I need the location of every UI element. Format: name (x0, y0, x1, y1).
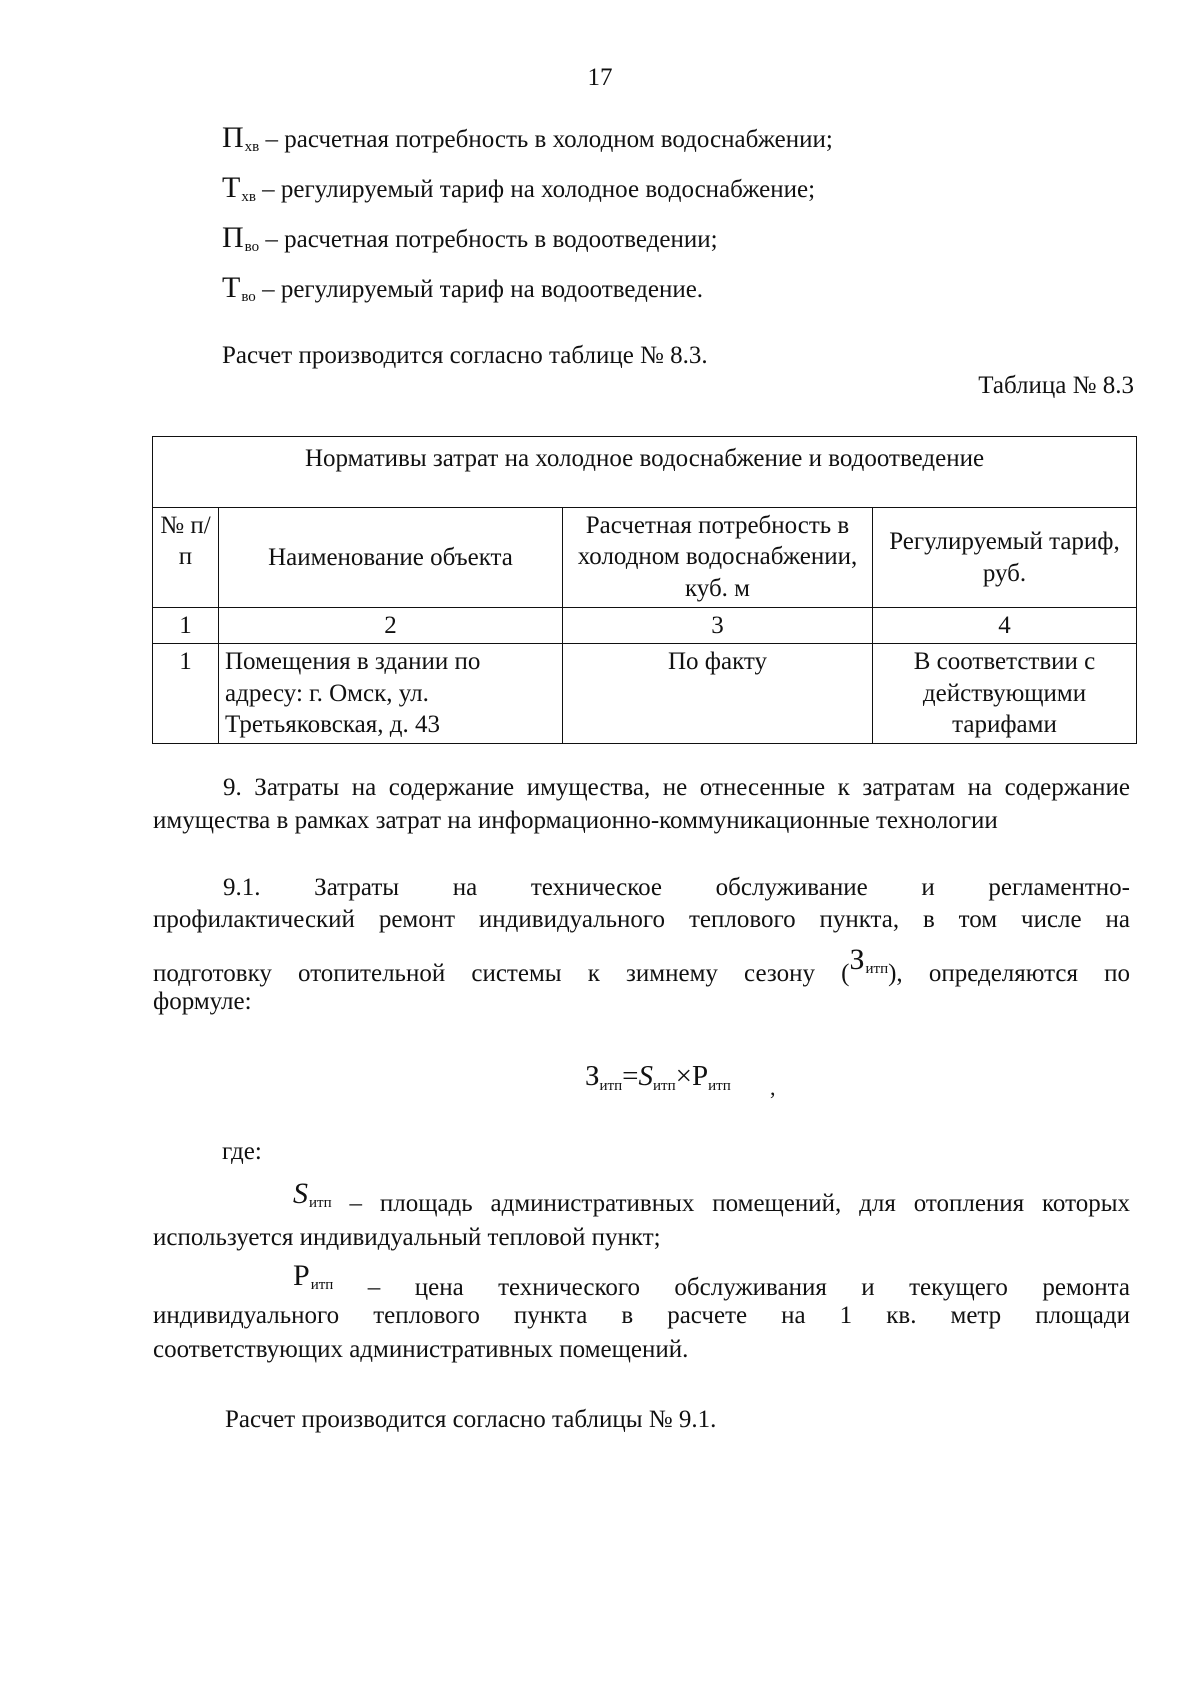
table-cell: В соответствии с действующими тарифами (873, 644, 1137, 744)
symbol: $П_{хв}$ (222, 121, 260, 155)
definition-s: $S_{итп}$ – площадь административных помещений, для отопления которых используется индивидуальный тепловой пункт; (153, 1182, 1130, 1254)
symbol: $П_{во}$ (222, 221, 260, 255)
definition-line: $Т_{хв}$ – регулируемый тариф на холодное водоснабжение; (222, 168, 815, 208)
page-number: 17 (587, 64, 613, 91)
symbol: $S_{итп}$ (293, 1177, 332, 1211)
column-number: 3 (563, 608, 873, 644)
inline-symbol: $З_{итп}$ (849, 943, 889, 977)
table-cell: 1 (153, 644, 219, 744)
column-number: 4 (873, 608, 1137, 644)
table-cell: По факту (563, 644, 873, 744)
definition-line: $Т_{во}$ – регулируемый тариф на водоотведение. (222, 268, 703, 308)
definition-line: $П_{во}$ – расчетная потребность в водоотведении; (222, 218, 718, 258)
table-cell: Помещения в здании по адресу: г. Омск, ул. Третьяковская, д. 43 (219, 644, 563, 744)
definition-p-line: соответствующих административных помещений. (153, 1336, 689, 1363)
symbol: $Т_{во}$ (222, 271, 256, 305)
symbol: $Т_{хв}$ (222, 171, 256, 205)
where-label: где: (222, 1138, 262, 1165)
header-cell: № п/п (153, 508, 219, 608)
table-caption: Нормативы затрат на холодное водоснабжение и водоотведение (153, 437, 1137, 508)
header-cell: Расчетная потребность в холодном водоснабжении, куб. м (563, 508, 873, 608)
definition-p: $Р_{итп}$ – цена технического обслуживания и текущего ремонта (153, 1266, 1130, 1306)
section-9-1-line: 9.1. Затраты на техническое обслуживание и регламентно- (223, 874, 1130, 901)
column-number: 2 (219, 608, 563, 644)
calc-reference: Расчет производится согласно таблице № 8.3. (222, 342, 708, 369)
column-number: 1 (153, 608, 219, 644)
symbol: $Р_{итп}$ (293, 1259, 334, 1293)
calc-reference: Расчет производится согласно таблицы № 9.1. (225, 1406, 717, 1433)
header-cell: Регулируемый тариф, руб. (873, 508, 1137, 608)
section-9-1-line: формуле: (153, 988, 252, 1015)
formula-comma: , (770, 1075, 776, 1100)
section-9-1-line: подготовку отопительной системы к зимнему сезону $(З_{итп})$, определяются по (153, 952, 1130, 992)
section-9-paragraph: 9. Затраты на содержание имущества, не отнесенные к затратам на содержание имущества в рамках затрат на информационно-коммуникационные технологии (153, 774, 1130, 834)
table-label: Таблица № 8.3 (978, 372, 1134, 399)
definition-p-line: индивидуального теплового пункта в расчете на 1 кв. метр площади (153, 1302, 1130, 1329)
definition-line: $П_{хв}$ – расчетная потребность в холодном водоснабжении; (222, 118, 833, 158)
norms-table (152, 436, 1137, 744)
formula: $З_{итп}=S_{итп}\times Р_{итп}$ (585, 1060, 731, 1094)
section-9-1-line: профилактический ремонт индивидуального теплового пункта, в том числе на (153, 906, 1130, 933)
header-cell: Наименование объекта (219, 508, 563, 608)
